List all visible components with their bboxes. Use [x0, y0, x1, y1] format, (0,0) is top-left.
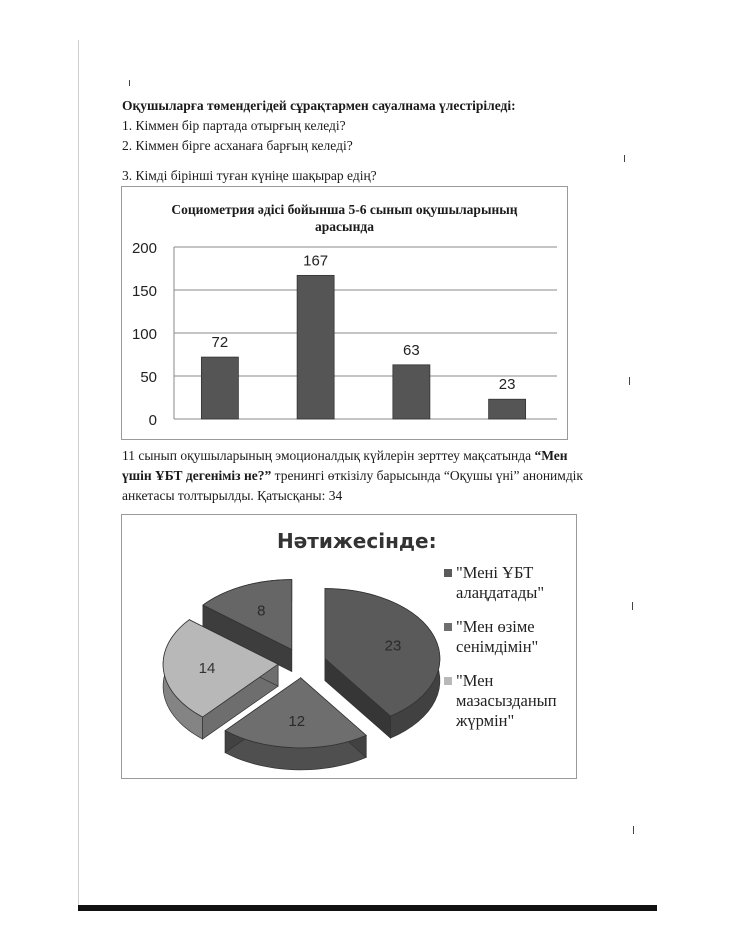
survey-intro — [122, 96, 592, 156]
sociometry-bar-chart — [121, 186, 568, 440]
scan-bottom-edge — [78, 905, 657, 911]
legend-item-worried — [444, 563, 574, 603]
paragraph-text-2: тренингі өткізілу барысында “Оқушы үні” анонимдік анкетасы толтырылды. Қатысқаны: 34 — [122, 468, 583, 503]
scan-mark — [632, 602, 633, 610]
legend-swatch-confident — [444, 623, 452, 631]
scan-mark — [629, 377, 630, 385]
legend-item-confident — [444, 617, 574, 657]
survey-heading: Оқушыларға төмендегідей сұрақтармен сауалнама үлестіріледі: — [122, 98, 516, 113]
paragraph-bold-title: “Мен үшін ҰБТ дегеніміз не?” — [122, 448, 568, 483]
legend-item-anxious — [444, 671, 574, 731]
question-1: 1. Кіммен бір партада отырғың келеді? — [122, 118, 346, 133]
pie-value-label: 12 — [288, 713, 306, 731]
legend-swatch-anxious — [444, 677, 452, 685]
y-tick-label: 200 — [131, 240, 157, 257]
paragraph-text-1: 11 сынып оқушыларының эмоционалдық күйлерін зерттеу мақсатында — [122, 448, 535, 463]
pie-chart-title: Нәтижесінде: — [277, 529, 437, 553]
legend-swatch-worried — [444, 569, 452, 577]
bar-chart-title-line2: арасында — [315, 219, 374, 234]
pie-chart-plot — [122, 515, 442, 778]
y-tick-label: 50 — [140, 369, 157, 386]
legend-label-anxious: "Мен мазасызданып жүрмін" — [456, 671, 557, 730]
bar-chart-title-line1: Социометрия әдісі бойынша 5-6 сынып оқушыларының — [171, 202, 518, 217]
bar-value-label: 167 — [303, 252, 329, 270]
training-paragraph — [122, 446, 597, 506]
legend-label-confident: "Мен өзіме сенімдімін" — [456, 617, 539, 656]
bar-value-label: 63 — [403, 341, 420, 359]
legend-label-worried: "Мені ҰБТ алаңдатады" — [456, 563, 545, 602]
scan-mark — [633, 826, 634, 834]
y-tick-label: 0 — [148, 412, 157, 429]
bar-value-label: 23 — [498, 376, 516, 394]
scan-mark — [624, 155, 625, 162]
pie-value-label: 14 — [198, 659, 216, 677]
results-pie-chart — [121, 514, 577, 779]
bar — [201, 357, 238, 419]
pie-legend — [444, 563, 574, 745]
bar-value-label: 72 — [211, 334, 229, 352]
pie-value-label: 23 — [384, 637, 402, 655]
bar-chart-plot — [122, 187, 567, 439]
y-tick-label: 100 — [131, 326, 157, 343]
question-2: 2. Кіммен бірге асханаға барғың келеді? — [122, 138, 353, 153]
question-3: 3. Кімді бірінші туған күніңе шақырар едің? — [122, 168, 377, 183]
bar — [393, 365, 430, 419]
y-tick-label: 150 — [131, 283, 157, 300]
scan-mark — [129, 80, 130, 86]
page-edge — [78, 40, 79, 906]
bar — [489, 399, 526, 419]
bar — [297, 275, 334, 419]
pie-value-label: 8 — [257, 602, 266, 620]
